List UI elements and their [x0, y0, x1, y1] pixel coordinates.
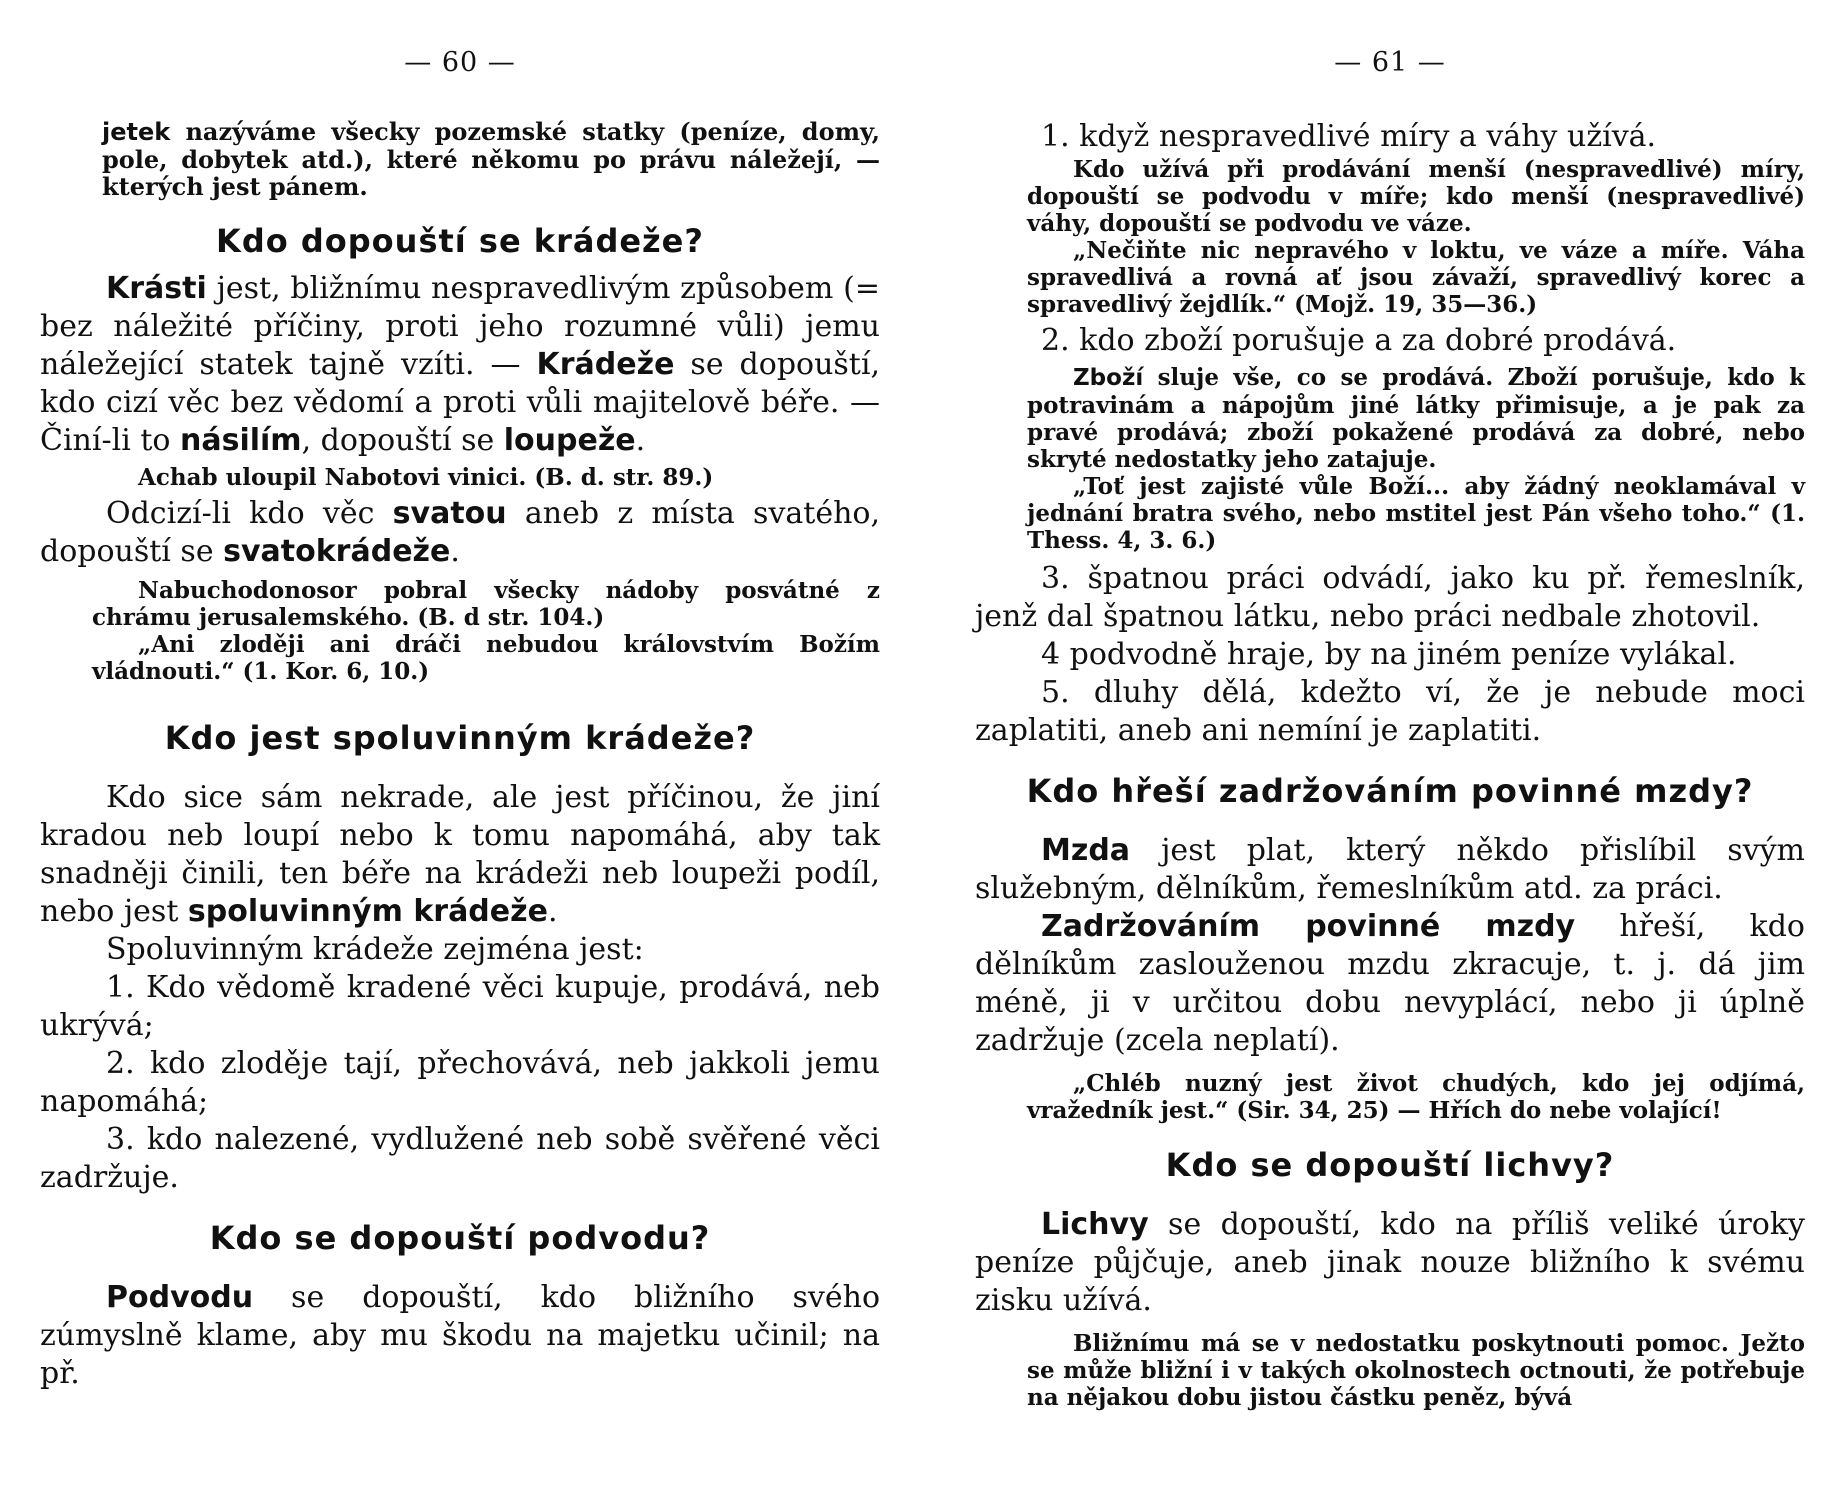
left-page [40, 0, 880, 1500]
list-item: 4 podvodně hraje, by na jiném peníze vylákal. [1041, 637, 1737, 672]
list-item: 3. špatnou práci odvádí, jako ku př. řemeslník, jenž dal špatnou látku, nebo práci nedbale zhotovil. [975, 561, 1805, 634]
term: loupeže [503, 423, 636, 458]
term: Zadržováním povinné mzdy [1041, 909, 1576, 944]
section-heading: Kdo hřeší zadržováním povinné mzdy? [1026, 772, 1754, 810]
term: Zboží [1073, 365, 1144, 391]
term: Podvodu [106, 1280, 254, 1315]
paragraph: Zadržováním povinné mzdy hřeší, kdo dělníkům zaslouženou mzdu zkracuje, t. j. dá jim méně, ji v určitou dobu nevyplácí, nebo ji úplně zadržuje (zcela neplatí). [975, 909, 1805, 1058]
paragraph: Kdo sice sám nekrade, ale jest příčinou, že jiní kradou neb loupí nebo k tomu napomáhá, aby tak snadněji činili, ten béře na krádeži neb loupeži podíl, nebo jest spoluvinným krádeže. [40, 780, 880, 929]
section-heading: Kdo se dopouští lichvy? [1165, 1146, 1615, 1184]
explanation: Kdo užívá při prodávání menší (nespravedlivé) míry, dopouští se podvodu v míře; kdo menší (nespravedlivé) váhy, dopouští se podvodu ve váze. [1027, 156, 1805, 237]
quote: „Toť jest zajisté vůle Boží... aby žádný neoklamával v jednání bratra svého, nebo mstitel jest Pán všeho toho.“ (1. Thess. 4, 3. 6.) [1027, 473, 1805, 554]
term: svatokrádeže [223, 534, 451, 569]
list-item: 5. dluhy dělá, kdežto ví, že je nebude moci zaplatiti, aneb ani nemíní je zaplatiti. [975, 675, 1805, 748]
paragraph: jetek nazýváme všecky pozemské statky (peníze, domy, pole, dobytek atd.), které někomu po právu náležejí, — kterých jest pánem. [102, 117, 880, 201]
quote: „Chléb nuzný jest život chudých, kdo jej odjímá, vražedník jest.“ (Sir. 34, 25) — Hřích do nebe volající! [1027, 1070, 1805, 1124]
list-item: 2. kdo zboží porušuje a za dobré prodává. [1041, 323, 1677, 358]
page-number: — 60 — [404, 47, 516, 78]
term: Mzda [1041, 833, 1131, 868]
term: násilím [179, 423, 302, 458]
example-note: Nabuchodonosor pobral všecky nádoby posvátné z chrámu jerusalemského. (B. d str. 104.) [92, 577, 880, 631]
term: spoluvinným krádeže [187, 894, 548, 929]
paragraph: Odcizí-li kdo věc svatou aneb z místa svatého, dopouští se svatokrádeže. [40, 496, 881, 569]
paragraph: Krásti jest, bližnímu nespravedlivým způsobem (= bez náležité příčiny, proti jeho rozumné vůli) jemu náležející statek tajně vzíti. — Krádeže se dopouští, kdo cizí věc bez vědomí a proti vůli majitelově béře. — Činí-li to násilím, dopouští se loupeže. [40, 271, 880, 458]
paragraph: Lichvy se dopouští, kdo na příliš veliké úroky peníze půjčuje, aneb jinak nouze bližního k svému zisku užívá. [975, 1207, 1805, 1318]
section-heading: Kdo jest spoluvinným krádeže? [164, 719, 756, 757]
example-note: Achab uloupil Nabotovi vinici. (B. d. str. 89.) [138, 464, 714, 491]
term: svatou [392, 496, 507, 531]
section-heading: Kdo dopouští se krádeže? [216, 222, 704, 260]
quote: „Nečiňte nic nepravého v loktu, ve váze a míře. Váha spravedlivá a rovná ať jsou závaží, spravedlivý korec a spravedlivý žejdlík.“ (Mojž. 19, 35—36.) [1027, 237, 1805, 318]
right-page [975, 0, 1805, 1500]
term: Krásti [106, 271, 207, 306]
quote: „Ani zloději ani dráči nebudou královstvím Božím vládnouti.“ (1. Kor. 6, 10.) [92, 631, 880, 685]
explanation: Zboží sluje vše, co se prodává. Zboží porušuje, kdo k potravinám a nápojům jiné látky přimisuje, a je pak za pravé prodává; zboží pokažené prodává za dobré, nebo skryté nedostatky jeho zatajuje. [1027, 364, 1805, 473]
paragraph: Podvodu se dopouští, kdo bližního svého zúmyslně klame, aby mu škodu na majetku učinil; na př. [40, 1280, 880, 1391]
term: Krádeže [536, 347, 675, 382]
page-number: — 61 — [1334, 47, 1446, 78]
paragraph: Mzda jest plat, který někdo přislíbil svým služebným, dělníkům, řemeslníkům atd. za práci. [975, 833, 1805, 906]
list-item: 2. kdo zloděje tají, přechovává, neb jakkoli jemu napomáhá; [40, 1046, 880, 1119]
term: Lichvy [1041, 1207, 1149, 1242]
list-item: 3. kdo nalezené, vydlužené neb sobě svěřené věci zadržuje. [40, 1122, 880, 1195]
list-item: 1. když nespravedlivé míry a váhy užívá. [1041, 119, 1657, 154]
explanation: Bližnímu má se v nedostatku poskytnouti pomoc. Ježto se může bližní i v takých okolnostech octnouti, že potřebuje na nějakou dobu jistou částku peněz, bývá [1027, 1330, 1805, 1411]
paragraph: Spoluvinným krádeže zejména jest: [106, 932, 644, 967]
section-heading: Kdo se dopouští podvodu? [209, 1219, 711, 1257]
term: jetek [102, 118, 171, 146]
list-item: 1. Kdo vědomě kradené věci kupuje, prodává, neb ukrývá; [40, 970, 880, 1043]
